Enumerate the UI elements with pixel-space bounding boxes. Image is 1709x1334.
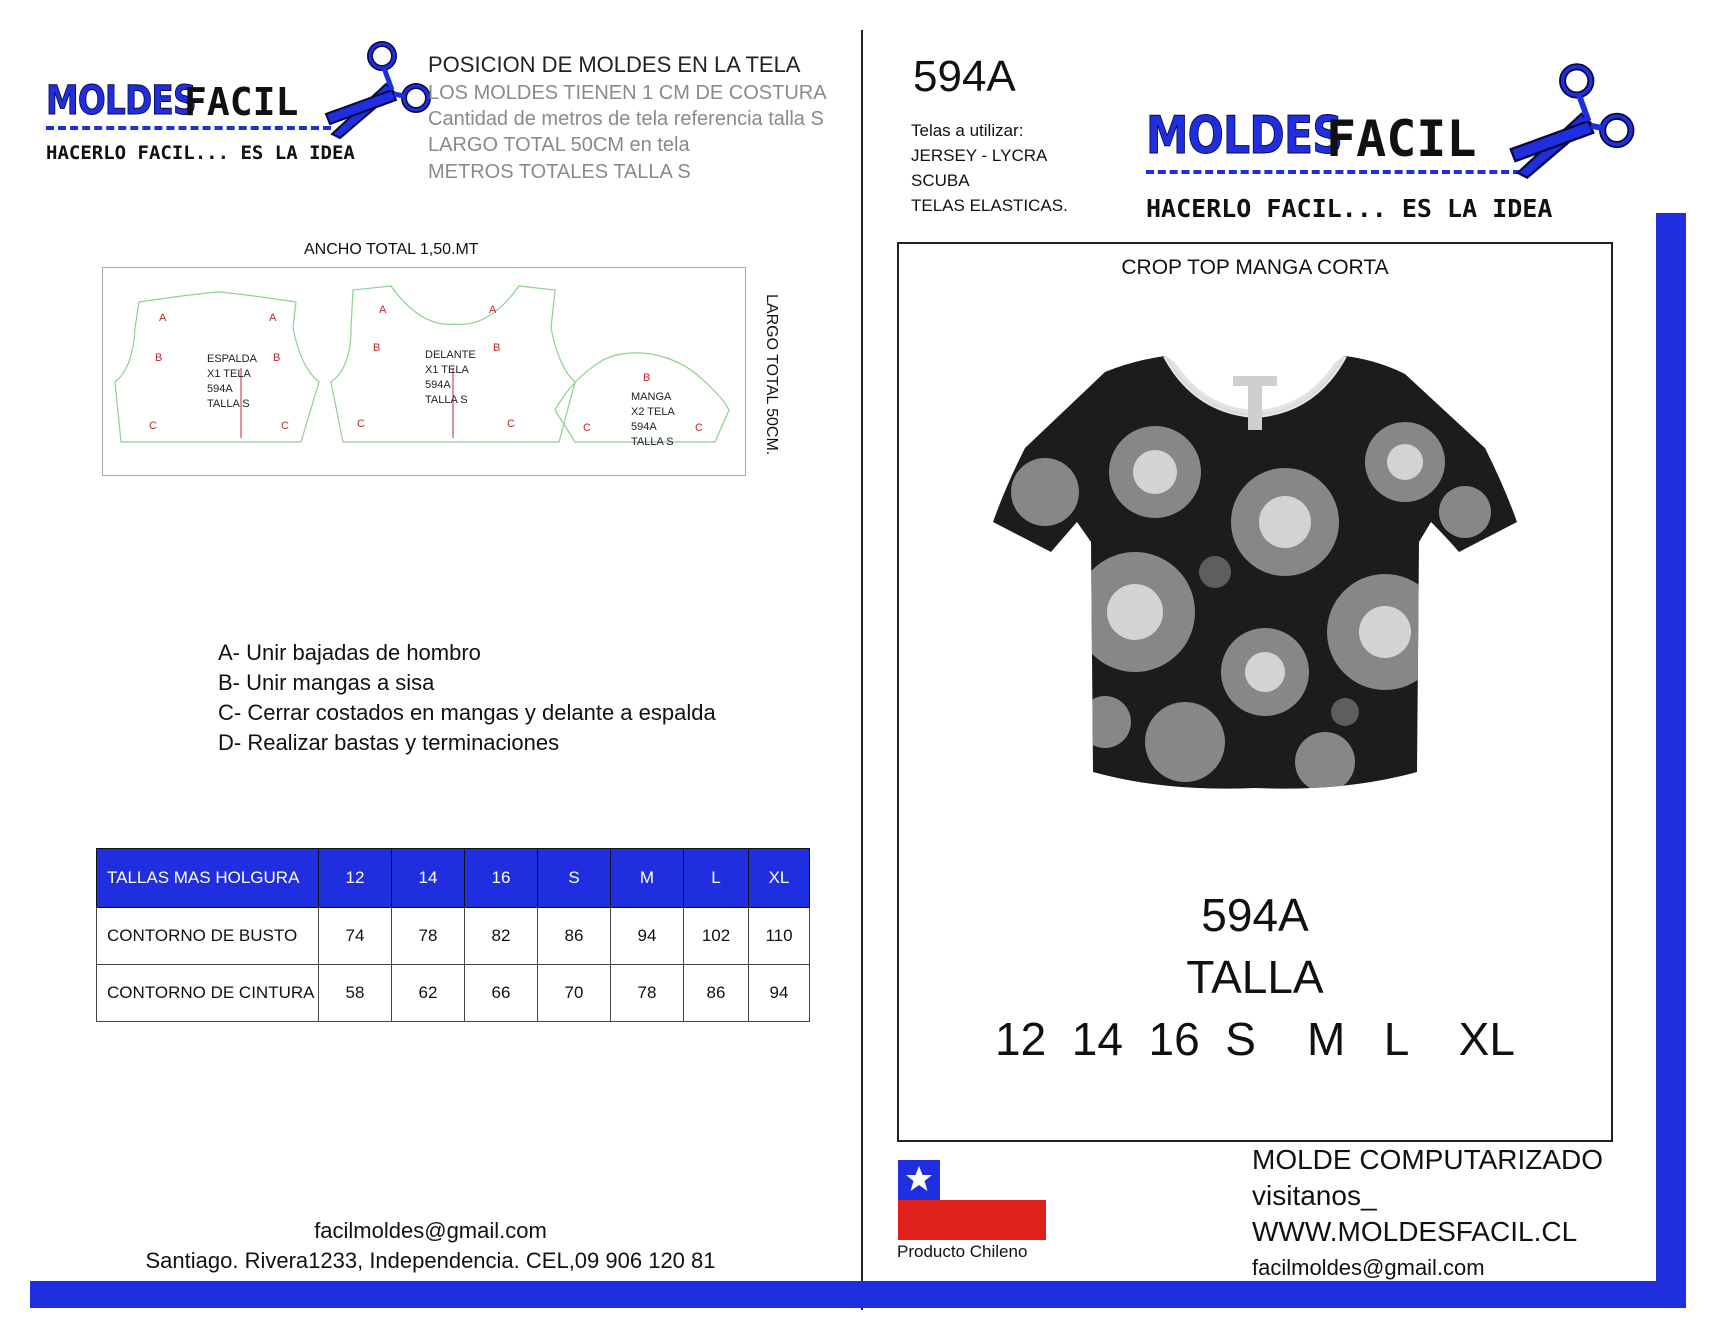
pattern-code: 594A [913, 52, 1016, 101]
contact-line: visitanos_ [1252, 1180, 1377, 1211]
brand-dashes [1146, 170, 1521, 174]
piece-label-delante: DELANTE X1 TELA 594A TALLA S [425, 349, 476, 406]
fabrics-block [911, 118, 1068, 218]
table-cell: 86 [684, 965, 749, 1022]
brand-name-facil: FACIL [184, 80, 299, 124]
width-label: ANCHO TOTAL 1,50.MT [304, 241, 479, 258]
header-cell: L [684, 849, 749, 908]
step-c: C- Cerrar costados en mangas y delante a espalda [218, 700, 716, 725]
scissors-icon [322, 40, 434, 140]
chile-flag-icon [898, 1160, 1046, 1240]
row-label: CONTORNO DE CINTURA [97, 965, 319, 1022]
right-blue-bar [1656, 213, 1686, 1308]
fabric-layout-box [102, 267, 746, 476]
fabric-item: TELAS ELASTICAS. [911, 196, 1068, 215]
mark-c: C [357, 418, 365, 430]
table-cell: 70 [538, 965, 611, 1022]
table-row [97, 965, 810, 1022]
mark-c: C [583, 422, 591, 434]
brand-slogan: HACERLO FACIL... ES LA IDEA [1146, 194, 1553, 223]
step-b: B- Unir mangas a sisa [218, 670, 435, 695]
mark-c: C [149, 420, 157, 432]
fabrics-title: Telas a utilizar: [911, 121, 1024, 140]
header-cell: TALLAS MAS HOLGURA [97, 849, 319, 908]
table-cell: 74 [319, 908, 392, 965]
scissors-icon [1506, 58, 1638, 184]
header-cell: S [538, 849, 611, 908]
brand-name-facil: FACIL [1326, 110, 1477, 168]
contact-block [1252, 1142, 1603, 1250]
step-a: A- Unir bajadas de hombro [218, 640, 481, 665]
mark-b: B [155, 352, 163, 364]
table-cell: 82 [465, 908, 538, 965]
mark-c: C [507, 418, 515, 430]
footer-email: facilmoldes@gmail.com [314, 1218, 547, 1243]
brand-slogan: HACERLO FACIL... ES LA IDEA [46, 142, 355, 164]
contact-line: MOLDE COMPUTARIZADO [1252, 1144, 1604, 1175]
fabric-item: SCUBA [911, 171, 970, 190]
website-link[interactable]: WWW.MOLDESFACIL.CL [1252, 1216, 1578, 1247]
table-cell: 66 [465, 965, 538, 1022]
row-label: CONTORNO DE BUSTO [97, 908, 319, 965]
size-label: TALLA [1186, 951, 1324, 1003]
info-line-length: LARGO TOTAL 50CM en tela [428, 134, 690, 156]
mark-a: A [489, 304, 497, 316]
table-cell: 78 [611, 965, 684, 1022]
piece-label-manga: MANGA X2 TELA 594A TALLA S [631, 391, 675, 448]
table-cell: 62 [392, 965, 465, 1022]
mark-c: C [695, 422, 703, 434]
table-row [97, 908, 810, 965]
brand-name-moldes: MOLDES [1146, 106, 1343, 166]
contact-email[interactable]: facilmoldes@gmail.com [1252, 1255, 1485, 1280]
length-label: LARGO TOTAL 50CM. [763, 294, 780, 456]
size-table-header [97, 849, 810, 908]
info-line-total: METROS TOTALES TALLA S [428, 161, 691, 183]
header-cell: 16 [465, 849, 538, 908]
table-cell: 110 [749, 908, 810, 965]
mark-c: C [281, 420, 289, 432]
product-code-big: 594A [1201, 889, 1309, 941]
table-cell: 78 [392, 908, 465, 965]
table-cell: 58 [319, 965, 392, 1022]
header-cell: XL [749, 849, 810, 908]
mark-a: A [379, 304, 387, 316]
product-name: CROP TOP MANGA CORTA [1121, 256, 1389, 279]
available-sizes: 12 14 16 S M L XL [995, 1013, 1515, 1065]
size-table [96, 848, 810, 1022]
header-cell: M [611, 849, 684, 908]
product-box [897, 242, 1613, 1142]
fabric-item: JERSEY - LYCRA [911, 146, 1048, 165]
crop-top-image [965, 352, 1545, 812]
layout-title: POSICION DE MOLDES EN LA TELA [428, 52, 801, 77]
piece-label-espalda: ESPALDA X1 TELA 594A TALLA S [207, 353, 257, 410]
flag-label: Producto Chileno [897, 1242, 1028, 1261]
mark-b: B [273, 352, 281, 364]
step-d: D- Realizar bastas y terminaciones [218, 730, 560, 755]
brand-name-moldes: MOLDES [46, 78, 196, 124]
mark-b: B [643, 372, 651, 384]
footer-address: Santiago. Rivera1233, Independencia. CEL,09 906 120 81 [145, 1248, 716, 1273]
mark-a: A [159, 312, 167, 324]
header-cell: 14 [392, 849, 465, 908]
header-cell: 12 [319, 849, 392, 908]
table-cell: 94 [749, 965, 810, 1022]
table-cell: 86 [538, 908, 611, 965]
mark-b: B [373, 342, 381, 354]
mark-b: B [493, 342, 501, 354]
bottom-blue-bar [30, 1281, 1686, 1308]
page-divider [861, 30, 863, 1310]
brand-dashes [46, 126, 331, 130]
table-cell: 94 [611, 908, 684, 965]
table-cell: 102 [684, 908, 749, 965]
info-line-seam: LOS MOLDES TIENEN 1 CM DE COSTURA [428, 82, 827, 104]
info-line-meters: Cantidad de metros de tela referencia talla S [428, 108, 824, 130]
mark-a: A [269, 312, 277, 324]
assembly-steps [218, 638, 716, 758]
